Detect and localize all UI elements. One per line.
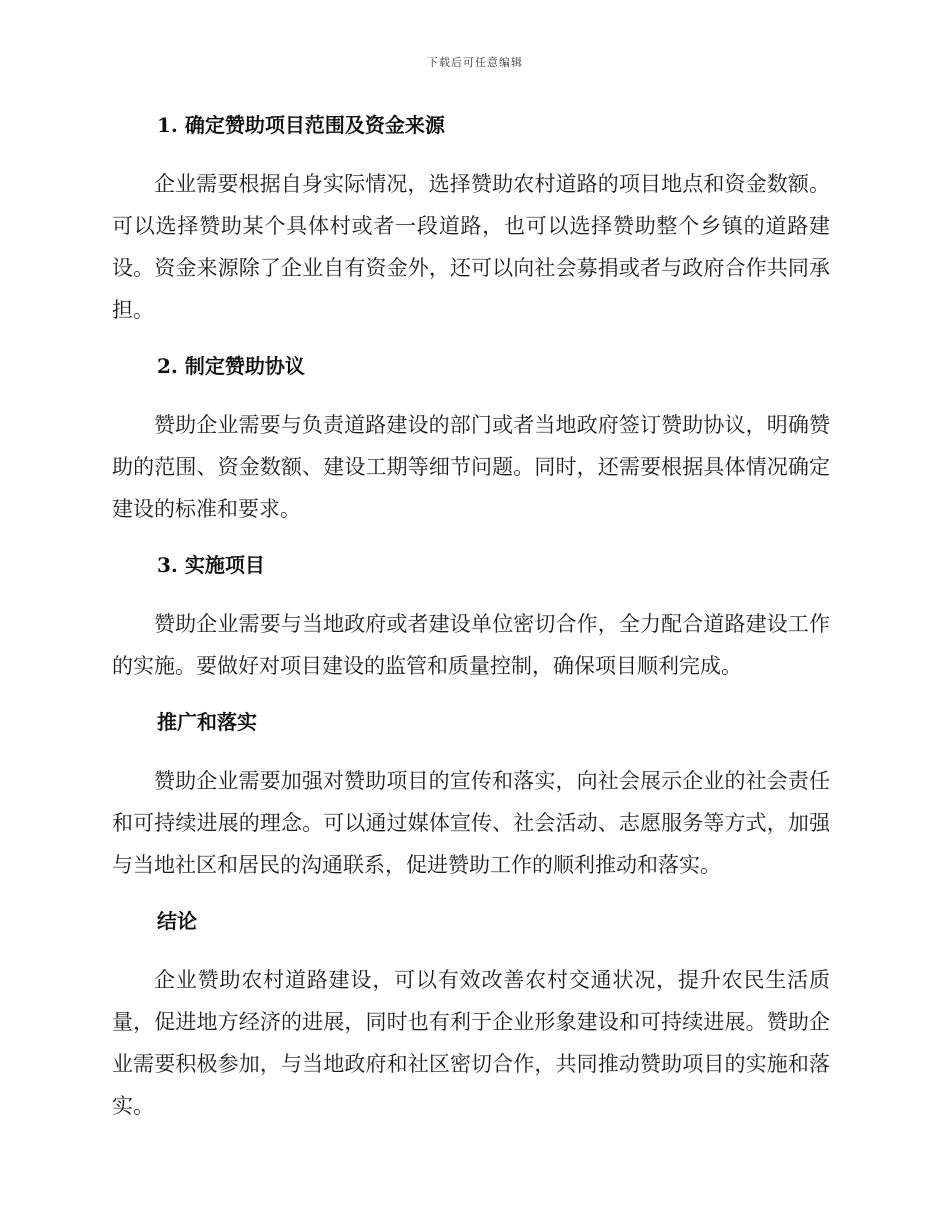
- section-heading: 3. 实施项目: [157, 553, 265, 577]
- header-note: 下载后可任意编辑: [427, 56, 523, 69]
- section-implementation: [112, 550, 830, 687]
- section-paragraph: 企业需要根据自身实际情况，选择赞助农村道路的项目地点和资金数额。可以选择赞助某个具体村或者一段道路，也可以选择赞助整个乡镇的道路建设。资金来源除了企业自有资金外，还可以向社会募捐或者与政府合作共同承担。: [112, 172, 830, 322]
- section-scope-funding: [112, 110, 830, 331]
- section-heading: 2. 制定赞助协议: [157, 354, 305, 378]
- section-paragraph: 赞助企业需要与负责道路建设的部门或者当地政府签订赞助协议，明确赞助的范围、资金数额、建设工期等细节问题。同时，还需要根据具体情况确定建设的标准和要求。: [112, 413, 830, 521]
- section-paragraph: 赞助企业需要加强对赞助项目的宣传和落实，向社会展示企业的社会责任和可持续进展的理念。可以通过媒体宣传、社会活动、志愿服务等方式，加强与当地社区和居民的沟通联系，促进赞助工作的顺利推动和落实。: [112, 769, 830, 877]
- section-heading: 1. 确定赞助项目范围及资金来源: [157, 113, 445, 137]
- section-promotion: [112, 707, 830, 886]
- section-conclusion: [112, 906, 830, 1127]
- section-heading: 推广和落实: [157, 710, 257, 734]
- section-agreement: [112, 351, 830, 530]
- section-paragraph: 赞助企业需要与当地政府或者建设单位密切合作，全力配合道路建设工作的实施。要做好对项目建设的监管和质量控制，确保项目顺利完成。: [112, 612, 830, 678]
- document-body: [112, 110, 830, 1147]
- section-paragraph: 企业赞助农村道路建设，可以有效改善农村交通状况，提升农民生活质量，促进地方经济的进展，同时也有利于企业形象建设和可持续进展。赞助企业需要积极参加，与当地政府和社区密切合作，共同推动赞助项目的实施和落实。: [112, 968, 830, 1118]
- section-heading: 结论: [157, 909, 197, 933]
